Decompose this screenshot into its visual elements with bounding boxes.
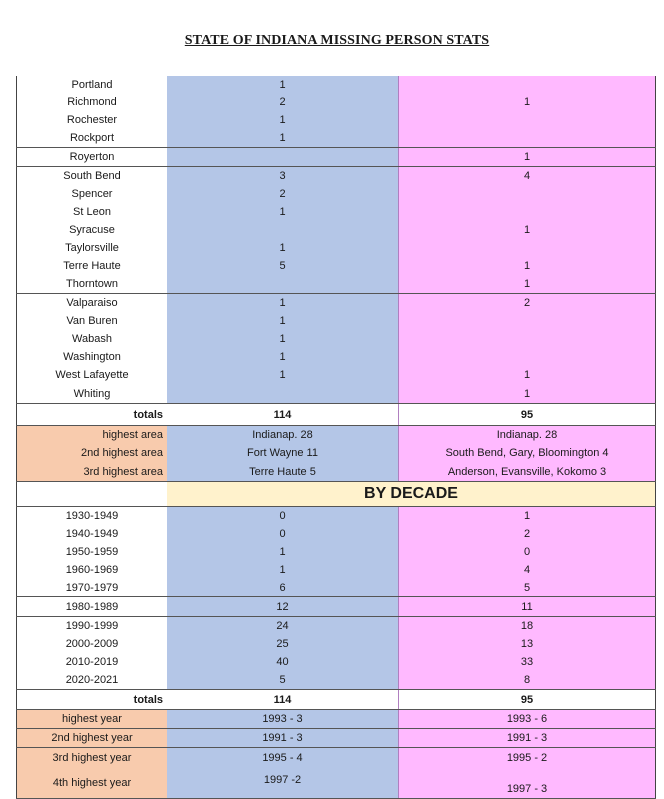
table-row [16, 366, 656, 384]
area-a: Indianap. 28 [167, 426, 398, 444]
table-row [16, 294, 656, 312]
count-a: 5 [167, 257, 398, 275]
count-b: 1 [398, 384, 656, 403]
count-a: 1 [167, 330, 398, 348]
year-label: highest year [16, 710, 167, 728]
year-b: 1991 - 3 [398, 729, 656, 747]
count-b: 5 [398, 579, 656, 596]
year-a: 1991 - 3 [167, 729, 398, 747]
table-row [16, 579, 656, 597]
count-b: 33 [398, 653, 656, 671]
year-a: 1997 -2 [167, 768, 398, 798]
count-a: 1 [167, 561, 398, 579]
table-row [16, 239, 656, 257]
count-a: 1 [167, 76, 398, 93]
count-b: 1 [398, 221, 656, 239]
year-b: 1993 - 6 [398, 710, 656, 728]
table-row [16, 543, 656, 561]
count-b: 2 [398, 525, 656, 543]
decade-label: 1980-1989 [16, 597, 167, 616]
table-row [16, 93, 656, 111]
count-a: 3 [167, 167, 398, 185]
count-a: 0 [167, 507, 398, 525]
count-b: 0 [398, 543, 656, 561]
decade-label: 2020-2021 [16, 671, 167, 689]
count-a: 12 [167, 597, 398, 616]
year-b: 1997 - 3 [398, 768, 656, 798]
table-row [16, 348, 656, 366]
city-name: Syracuse [16, 221, 167, 239]
year-a: 1995 - 4 [167, 748, 398, 768]
count-a: 1 [167, 312, 398, 330]
table-row [16, 635, 656, 653]
stats-table [16, 76, 656, 799]
count-a: 1 [167, 294, 398, 312]
totals-row [16, 404, 656, 426]
table-row [16, 561, 656, 579]
count-a: 0 [167, 525, 398, 543]
city-name: Spencer [16, 185, 167, 203]
area-row [16, 462, 656, 482]
city-name: Rochester [16, 111, 167, 129]
year-b: 1995 - 2 [398, 748, 656, 768]
area-label: 2nd highest area [16, 444, 167, 462]
count-a: 1 [167, 111, 398, 129]
table-row [16, 671, 656, 690]
count-a: 1 [167, 348, 398, 366]
count-b: 18 [398, 617, 656, 635]
count-b [398, 239, 656, 257]
city-name: Valparaiso [16, 294, 167, 312]
count-a: 1 [167, 129, 398, 147]
count-a: 2 [167, 185, 398, 203]
decade-label: 1940-1949 [16, 525, 167, 543]
count-a: 5 [167, 671, 398, 689]
count-b: 1 [398, 507, 656, 525]
count-a: 1 [167, 543, 398, 561]
city-name: Wabash [16, 330, 167, 348]
city-name: Portland [16, 76, 167, 93]
count-b: 1 [398, 257, 656, 275]
decade-label: 1970-1979 [16, 579, 167, 596]
area-b: Anderson, Evansville, Kokomo 3 [398, 462, 656, 481]
table-row [16, 275, 656, 294]
count-a: 24 [167, 617, 398, 635]
table-row [16, 653, 656, 671]
count-a: 25 [167, 635, 398, 653]
city-name: Terre Haute [16, 257, 167, 275]
table-row [16, 167, 656, 185]
year-row [16, 748, 656, 768]
count-b: 8 [398, 671, 656, 689]
area-b: Indianap. 28 [398, 426, 656, 444]
city-name: Whiting [16, 384, 167, 403]
decade-label: 2000-2009 [16, 635, 167, 653]
count-b: 1 [398, 366, 656, 384]
count-b: 13 [398, 635, 656, 653]
count-b [398, 203, 656, 221]
area-a: Fort Wayne 11 [167, 444, 398, 462]
city-name: Van Buren [16, 312, 167, 330]
table-row [16, 507, 656, 525]
count-b: 1 [398, 275, 656, 293]
totals-row [16, 690, 656, 710]
count-b [398, 76, 656, 93]
count-a: 1 [167, 203, 398, 221]
table-row [16, 597, 656, 617]
table-row [16, 312, 656, 330]
decade-label: 1950-1959 [16, 543, 167, 561]
totals-label: totals [16, 404, 167, 425]
table-row [16, 330, 656, 348]
count-b [398, 185, 656, 203]
count-b: 4 [398, 561, 656, 579]
city-name: Royerton [16, 148, 167, 166]
total-a: 114 [167, 690, 398, 709]
city-name: Rockport [16, 129, 167, 147]
count-a [167, 221, 398, 239]
year-row [16, 710, 656, 729]
decade-label: 1960-1969 [16, 561, 167, 579]
table-row [16, 148, 656, 167]
count-b: 11 [398, 597, 656, 616]
area-label: 3rd highest area [16, 462, 167, 481]
table-row [16, 525, 656, 543]
city-name: West Lafayette [16, 366, 167, 384]
table-row [16, 257, 656, 275]
table-row [16, 76, 656, 93]
total-b: 95 [398, 404, 656, 425]
table-row [16, 111, 656, 129]
year-a: 1993 - 3 [167, 710, 398, 728]
total-b: 95 [398, 690, 656, 709]
table-row [16, 617, 656, 635]
count-b [398, 348, 656, 366]
city-name: Taylorsville [16, 239, 167, 257]
year-label: 2nd highest year [16, 729, 167, 747]
count-a [167, 384, 398, 403]
count-a [167, 275, 398, 293]
decade-label: 2010-2019 [16, 653, 167, 671]
count-a: 1 [167, 366, 398, 384]
decade-header: BY DECADE [167, 482, 656, 506]
count-b [398, 330, 656, 348]
city-name: Washington [16, 348, 167, 366]
count-b [398, 312, 656, 330]
table-row [16, 203, 656, 221]
area-b: South Bend, Gary, Bloomington 4 [398, 444, 656, 462]
decade-header-row [16, 482, 656, 507]
area-a: Terre Haute 5 [167, 462, 398, 481]
count-b: 2 [398, 294, 656, 312]
city-name: St Leon [16, 203, 167, 221]
count-a: 1 [167, 239, 398, 257]
area-row [16, 426, 656, 444]
count-b: 1 [398, 148, 656, 166]
area-row [16, 444, 656, 462]
table-row [16, 129, 656, 148]
city-name: Richmond [16, 93, 167, 111]
area-label: highest area [16, 426, 167, 444]
decade-label: 1990-1999 [16, 617, 167, 635]
year-row [16, 729, 656, 748]
count-b: 1 [398, 93, 656, 111]
table-row [16, 221, 656, 239]
year-row [16, 768, 656, 799]
count-b [398, 129, 656, 147]
decade-label: 1930-1949 [16, 507, 167, 525]
table-row [16, 384, 656, 404]
count-a: 2 [167, 93, 398, 111]
totals-label: totals [16, 690, 167, 709]
page-title: STATE OF INDIANA MISSING PERSON STATS [184, 33, 490, 48]
count-b [398, 111, 656, 129]
year-label: 3rd highest year [16, 748, 167, 768]
city-name: Thorntown [16, 275, 167, 293]
table-row [16, 185, 656, 203]
count-a: 6 [167, 579, 398, 596]
year-label: 4th highest year [16, 768, 167, 798]
total-a: 114 [167, 404, 398, 425]
count-a [167, 148, 398, 166]
count-a: 40 [167, 653, 398, 671]
city-name: South Bend [16, 167, 167, 185]
count-b: 4 [398, 167, 656, 185]
